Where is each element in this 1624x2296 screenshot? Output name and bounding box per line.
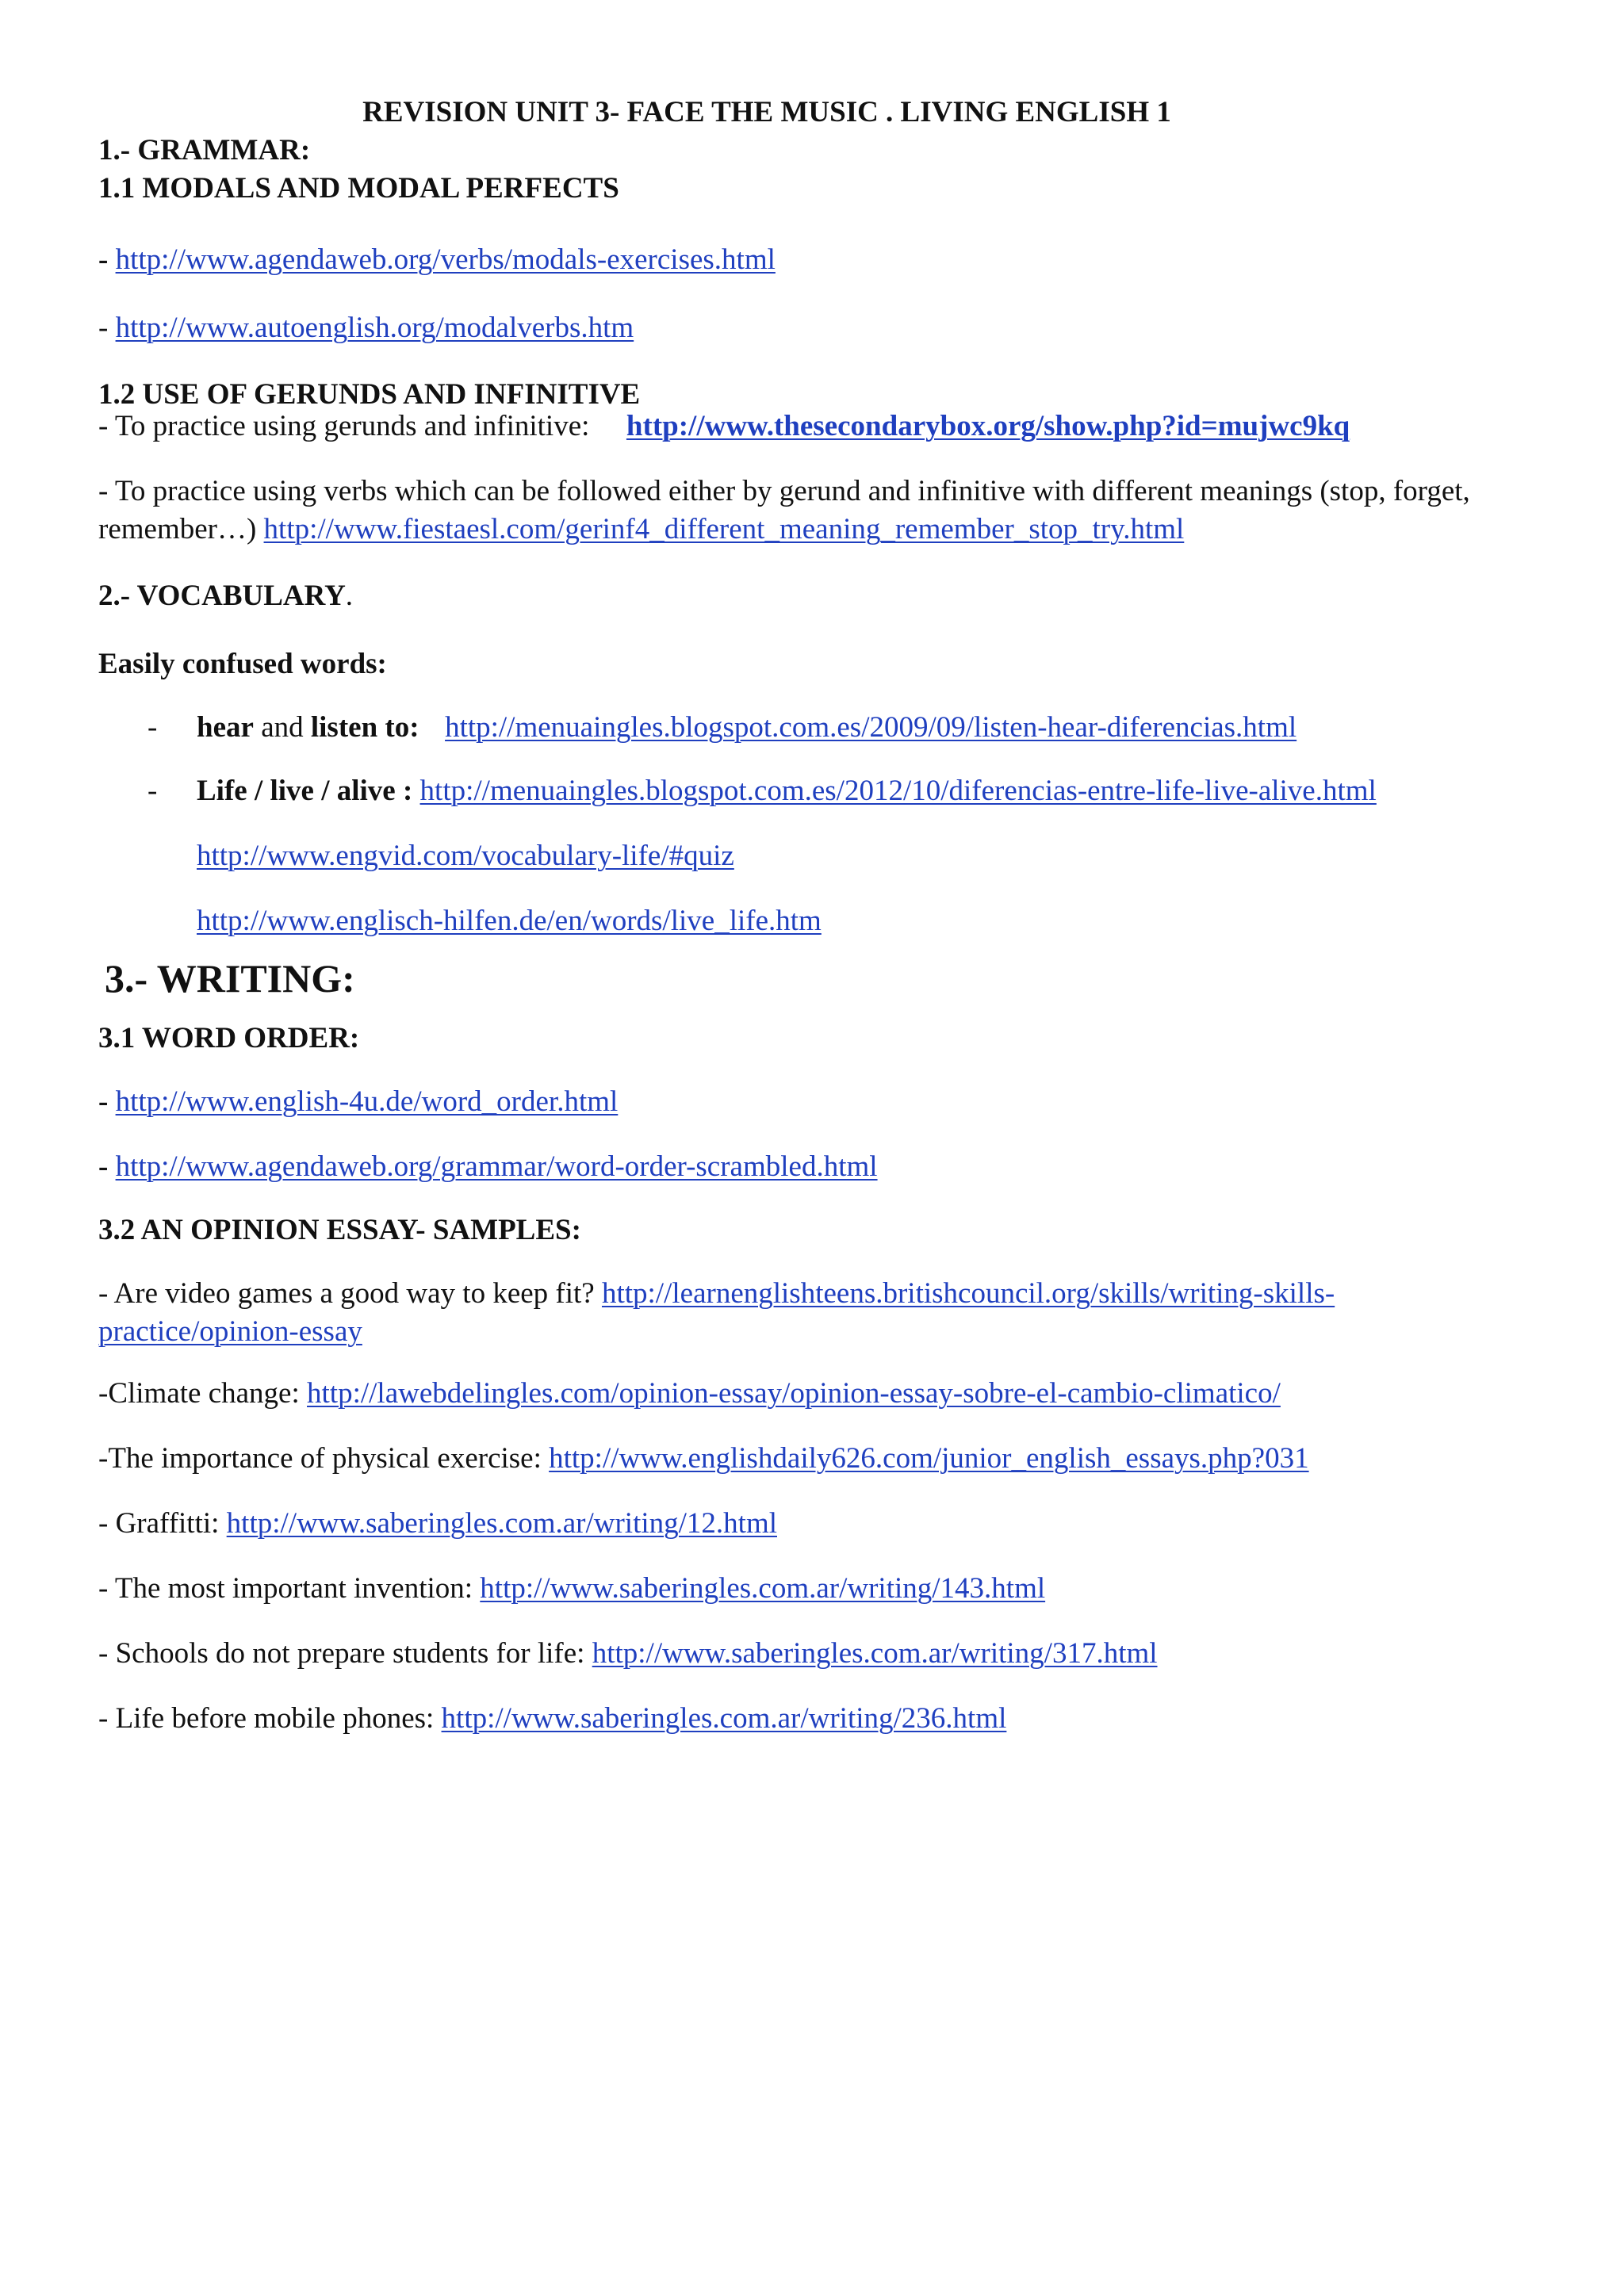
word-order-heading: 3.1 WORD ORDER: [98, 1022, 360, 1054]
dash: - [98, 243, 116, 276]
dash: - [98, 1085, 116, 1118]
essay-item [98, 1375, 1526, 1413]
essay-link-climate-change[interactable]: http://lawebdelingles.com/opinion-essay/opinion-essay-sobre-el-cambio-climatico/ [307, 1377, 1281, 1410]
confused-words-heading: Easily confused words: [98, 648, 387, 680]
essay-item [98, 1505, 1526, 1543]
list-dash: - [147, 775, 158, 807]
essay-item [98, 1440, 1526, 1478]
modals-exercises-link[interactable]: http://www.agendaweb.org/verbs/modals-exercises.html [115, 243, 776, 276]
writing-heading: 3.- WRITING: [105, 956, 355, 1001]
essay-label: - Life before mobile phones: [98, 1702, 442, 1735]
gerunds-heading: 1.2 USE OF GERUNDS AND INFINITIVE [98, 378, 641, 411]
word-order-link-row-2 [98, 1148, 1526, 1186]
vocabulary-heading-suffix: . [345, 580, 354, 612]
essay-link-mobile-phones[interactable]: http://www.saberingles.com.ar/writing/236.html [441, 1702, 1007, 1735]
engvid-link[interactable]: http://www.engvid.com/vocabulary-life/#quiz [197, 840, 734, 872]
document-title: REVISION UNIT 3- FACE THE MUSIC . LIVING ENGLISH 1 [362, 96, 1171, 128]
word-order-link-row-1 [98, 1083, 1526, 1121]
word-order-scrambled-link[interactable]: http://www.agendaweb.org/grammar/word-order-scrambled.html [115, 1150, 878, 1183]
secondarybox-link[interactable]: http://www.thesecondarybox.org/show.php?id=mujwc9kq [626, 410, 1350, 442]
essay-label: - Graffitti: [98, 1507, 227, 1540]
engvid-link-row [98, 837, 1526, 875]
opinion-essay-heading: 3.2 AN OPINION ESSAY- SAMPLES: [98, 1214, 581, 1246]
grammar-heading: 1.- GRAMMAR: [98, 134, 311, 166]
modals-link-row-2 [98, 309, 1526, 347]
listen-hear-link[interactable]: http://menuaingles.blogspot.com.es/2009/09/listen-hear-diferencias.html [445, 711, 1297, 744]
gerunds-item-1 [98, 411, 1526, 442]
essay-link-physical-exercise[interactable]: http://www.englishdaily626.com/junior_english_essays.php?031 [549, 1442, 1309, 1475]
document-page [98, 94, 1526, 1738]
essay-label: - Are video games a good way to keep fit? [98, 1277, 602, 1310]
essay-label: -Climate change: [98, 1377, 308, 1410]
life-live-alive-words: Life / live / alive : [197, 775, 413, 807]
modal-verbs-link[interactable]: http://www.autoenglish.org/modalverbs.htm [115, 312, 634, 344]
modals-heading: 1.1 MODALS AND MODAL PERFECTS [98, 172, 619, 205]
dash: - [98, 1150, 116, 1183]
essay-link-schools[interactable]: http://www.saberingles.com.ar/writing/317.html [592, 1637, 1158, 1670]
essay-item [98, 1275, 1526, 1351]
and-word: and [253, 711, 311, 744]
englisch-hilfen-link-row [98, 902, 1526, 940]
essay-item [98, 1700, 1526, 1738]
listen-to-word: listen to: [310, 711, 419, 744]
modals-link-row-1 [98, 241, 1526, 279]
hear-word: hear [197, 711, 254, 744]
englisch-hilfen-link[interactable]: http://www.englisch-hilfen.de/en/words/live_life.htm [197, 905, 822, 937]
dash: - [98, 312, 116, 344]
vocabulary-heading: 2.- VOCABULARY [98, 580, 346, 612]
essay-link-invention[interactable]: http://www.saberingles.com.ar/writing/143.html [480, 1572, 1046, 1605]
essay-label: - The most important invention: [98, 1572, 481, 1605]
life-live-alive-item [98, 772, 1526, 810]
english-4u-link[interactable]: http://www.english-4u.de/word_order.html [115, 1085, 619, 1118]
life-live-alive-link[interactable]: http://menuaingles.blogspot.com.es/2012/10/diferencias-entre-life-live-alive.html [419, 775, 1377, 807]
essay-label: -The importance of physical exercise: [98, 1442, 550, 1475]
vocabulary-heading-row [98, 577, 1526, 615]
gerunds-item-1-text: - To practice using gerunds and infinitive: [98, 410, 590, 442]
essay-link-video-games[interactable]: http://learnenglishteens.britishcouncil.org/skills/writing-skills-practice/opinion-essay [98, 1277, 1335, 1348]
hear-listen-item [98, 709, 1526, 747]
gerunds-item-2 [98, 473, 1526, 549]
gerunds-item-2-text: - To practice using verbs which can be followed either by gerund and infinitive with different meanings (stop, forget, remember…) [98, 475, 1470, 545]
essay-item [98, 1570, 1526, 1608]
fiestaesl-link[interactable]: http://www.fiestaesl.com/gerinf4_different_meaning_remember_stop_try.html [263, 513, 1185, 545]
list-dash: - [147, 711, 158, 744]
essay-item [98, 1635, 1526, 1673]
essay-link-graffitti[interactable]: http://www.saberingles.com.ar/writing/12.html [226, 1507, 777, 1540]
essay-label: - Schools do not prepare students for life: [98, 1637, 592, 1670]
